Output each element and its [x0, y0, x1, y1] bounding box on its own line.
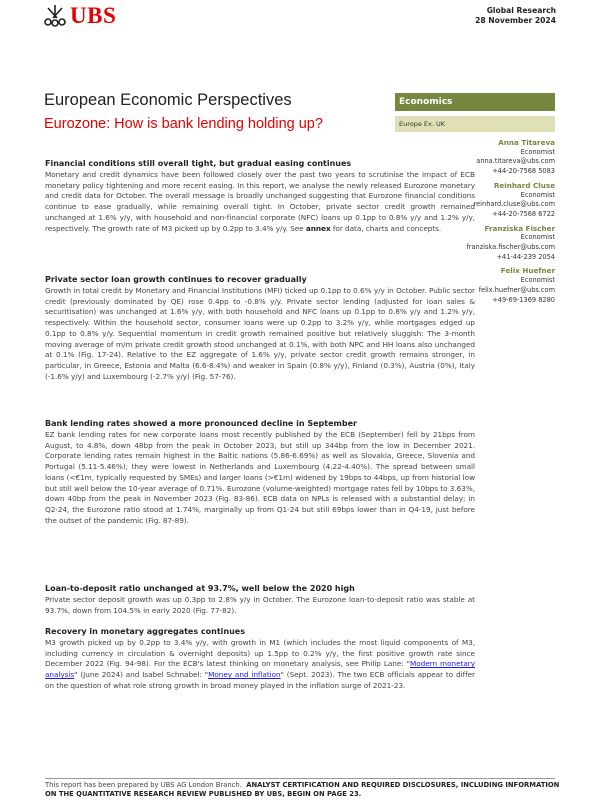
author-email[interactable]: felix.huefner@ubs.com — [478, 285, 555, 294]
author-list — [466, 138, 555, 309]
section-lending-rates — [45, 418, 475, 526]
author-card — [466, 181, 555, 220]
footer-disclaimer — [45, 781, 560, 799]
author-card — [466, 224, 555, 263]
author-phone: +41-44-239 2054 — [496, 252, 555, 261]
author-card — [466, 266, 555, 305]
report-title: European Economic Perspectives — [44, 91, 292, 109]
report-subtitle: Eurozone: How is bank lending holding up? — [44, 116, 323, 132]
author-phone: +44-20-7568 5083 — [492, 167, 555, 176]
body-text: " (Sept. 2023). The two ECB officials appear to differ on the question of what role strong growth in broad money played in the inflation surge of 2021-23. — [45, 670, 475, 690]
author-phone: +49-69-1369 8280 — [492, 295, 555, 304]
section-loan-to-deposit — [45, 583, 475, 616]
footer-disclosure-notice: ANALYST CERTIFICATION AND REQUIRED DISCLOSURES, INCLUDING INFORMATION ON THE QUANTITATIVE RESEARCH REVIEW PUBLISHED BY UBS, BEGIN ON PAGE 23. — [45, 781, 560, 798]
ubs-logo — [44, 4, 116, 28]
category-banner: Economics — [395, 93, 555, 111]
body-text: M3 growth picked up by 0.2pp to 3.4% y/y, with growth in M1 (which includes the most liquid components of M3, including currency in circulation & overnight deposits) up 1.5pp to 0.2% y/y, the first positive growth rate since December 2022 (Fig. 94-98). For the ECB's latest thinking on monetary analysis, see Philip Lane: " — [45, 638, 475, 669]
ubs-keys-icon — [44, 4, 66, 28]
section-financial-conditions — [45, 158, 475, 234]
section-heading: Financial conditions still overall tight, but gradual easing continues — [45, 159, 352, 168]
section-monetary-aggregates — [45, 626, 475, 692]
author-email[interactable]: anna.titareva@ubs.com — [476, 157, 555, 166]
body-text: Monetary and credit dynamics have been followed closely over the past two years to scrutinise the impact of ECB monetary policy tightening and more recent easing. In this report, we analyse the newly released Eurozone monetary and credit data for October. The overall message is broadly unchanged suggesting that Eurozone financial conditions continue to ease gradually, while remaining overall tight. In October, private sector credit growth remained unchanged at 1.6% y/y, with household and non-financial corporate (NFC) loans up 0.1pp to 0.8% y/y and 1.2% y/y, respectively. The growth rate of M3 picked up by 0.2pp to 3.4% y/y. See — [45, 170, 475, 233]
section-body — [45, 170, 475, 234]
author-name: Franziska Fischer — [484, 223, 555, 233]
author-name: Felix Huefner — [500, 266, 555, 276]
author-role: Economist — [520, 147, 555, 156]
annex-reference: annex — [305, 223, 331, 233]
author-name: Reinhard Cluse — [493, 180, 555, 190]
report-meta — [475, 6, 556, 26]
body-text: " (June 2024) and Isabel Schnabel: " — [74, 670, 209, 680]
author-email[interactable]: reinhard.cluse@ubs.com — [473, 200, 555, 209]
section-heading: Loan-to-deposit ratio unchanged at 93.7%, well below the 2020 high — [45, 584, 355, 593]
author-card — [466, 138, 555, 177]
body-text: for data, charts and concepts. — [330, 223, 442, 233]
section-body: Private sector deposit growth was up 0.3pp to 2.8% y/y in October. The Eurozone loan-to-deposit ratio was stable at 93.7%, down from 104.5% in early 2020 (Fig. 77-82). — [45, 595, 475, 615]
author-phone: +44-20-7568 6722 — [492, 209, 555, 218]
footer-text: This report has been prepared by UBS AG London Branch. — [45, 781, 242, 789]
region-banner: Europe Ex. UK — [395, 116, 555, 132]
ubs-logo-text: UBS — [70, 3, 117, 28]
link-money-and-inflation[interactable]: Money and inflation — [208, 670, 281, 680]
publication-name: Global Research — [486, 6, 556, 15]
footer-divider — [45, 778, 555, 779]
section-heading: Bank lending rates showed a more pronounced decline in September — [45, 419, 357, 428]
section-loan-growth — [45, 274, 475, 382]
section-heading: Recovery in monetary aggregates continues — [45, 627, 245, 636]
section-body: Growth in total credit by Monetary and Financial Institutions (MFI) ticked up 0.1pp to 0.6% y/y in October. Public sector credit (previously dominated by QE) rose 0.4pp to -0.8% y/y. Private sector lending (adjusted for loan sales & securitisation) was unchanged at 1.6% y/y, with both household and NFC loans up 0.1pp to 0.8% y/y and 1.2% y/y, respectively. Within the household sector, consumer loans were up 0.2pp to 3.2% y/y, while mortgages edged up 0.1pp to 0.8% y/y. Sequential momentum in credit growth remained positive but relatively sluggish: The 3-month moving average of m/m private credit growth stood unchanged at 0.1%, with both NPC and HH loans also unchanged at 0.1% (Fig. 17-24). Relative to the EZ aggregate of 1.6% y/y, private sector credit growth remains stronger, in particular, in Greece, Estonia and Malta (6.6-8.4%) and weaker in Spain (0.8% y/y), Finland (0.3%), Austria (0%), Italy (-1.6% y/y) and Luxembourg (-2.7% y/y) (Fig. 57-76). — [45, 286, 475, 381]
link-modern-monetary-analysis[interactable]: Modern monetary analysis — [45, 659, 475, 680]
section-body — [45, 638, 475, 692]
author-role: Economist — [520, 233, 555, 242]
author-role: Economist — [520, 276, 555, 285]
author-email[interactable]: franziska.fischer@ubs.com — [466, 243, 555, 252]
author-role: Economist — [520, 190, 555, 199]
section-body: EZ bank lending rates for new corporate loans most recently published by the ECB (September) fell by 21bps from August, to 4.8%, down 48bp from the peak in October 2023, but still up 344bp from the low in December 2021. Corporate lending rates remain highest in the Baltic nations (5.86-6.69%) as well as Slovakia, Greece, Slovenia and Portugal (5.11-5.46%); they were lowest in Netherlands and Luxembourg (4.22-4.40%). The spread between small loans (<€1m, typically requested by SMEs) and larger loans (>€1m) widened by 19bps to 44bps, up from historial low but still well below the 10-year average of 0.71%. Eurozone (volume-weighted) mortgage rates fell by 10bps to 3.63%, down 40bp from the peak in November 2023 (Fig. 83-86). ECB data on NPLs is released with a substantial delay; in Q2-24, the Eurozone ratio stood at 1.74%, marginally up from Q1-24 but still 69bps lower than in Q4-19, just before the outset of the pandemic (Fig. 87-89). — [45, 430, 475, 525]
publication-date: 28 November 2024 — [475, 16, 556, 25]
author-name: Anna Titareva — [498, 138, 555, 147]
section-heading: Private sector loan growth continues to recover gradually — [45, 275, 307, 284]
